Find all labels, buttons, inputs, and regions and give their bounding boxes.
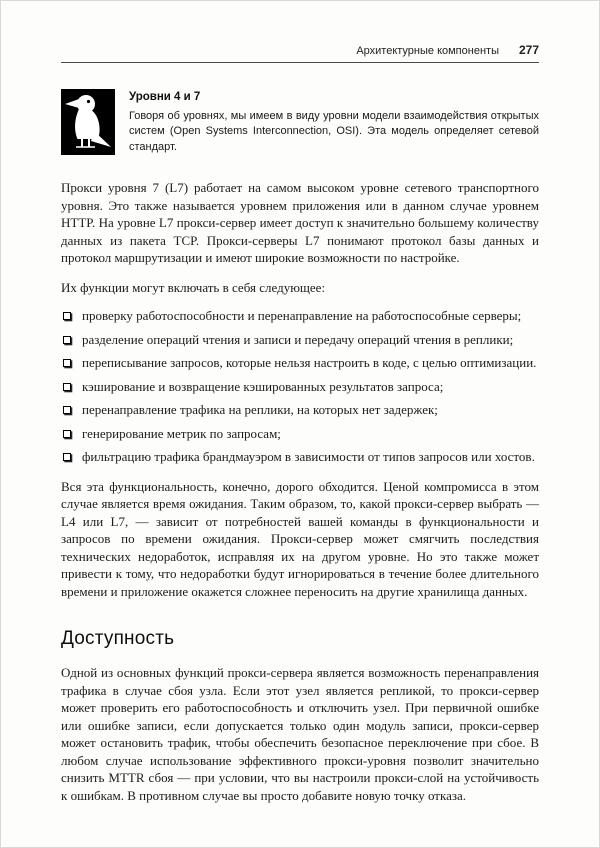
list-item-text: генерирование метрик по запросам; [82, 425, 281, 441]
list-item [61, 354, 539, 372]
square-bullet-icon [63, 406, 71, 414]
square-bullet-icon [63, 453, 71, 461]
list-item-text: перенаправление трафика на реплики, на которых нет задержек; [82, 402, 438, 418]
list-item [61, 378, 539, 396]
section-heading-availability: Доступность [61, 628, 175, 650]
list-item [61, 307, 539, 325]
list-item-text: кэширование и возвращение кэшированных результатов запроса; [82, 378, 444, 394]
list-item [61, 425, 539, 443]
square-bullet-icon [63, 359, 71, 367]
paragraph-l7-proxy: Прокси уровня 7 (L7) работает на самом высоком уровне сетевого транспортного уровня. Это также называется уровнем приложения или в данном случае уровнем HTTP. На уровне L7 прокси-сервер имеет доступ к значительно большему количеству данных из пакета TCP. Прокси-серверы L7 понимают протокол базы данных и протокол маршрутизации и имеют широкие возможности по настройке. [61, 180, 539, 266]
list-item-text: разделение операций чтения и записи и передачу операций чтения в реплики; [82, 331, 514, 347]
list-item [61, 401, 539, 419]
paragraph-tradeoffs: Вся эта функциональность, конечно, дорого обходится. Ценой компромисса в этом случае является время ожидания. Таким образом, то, какой прокси-сервер выбрать — L4 или L7, — зависит от потребностей вашей команды в функциональности и запросов по времени ожидания. Прокси-сервер может смягчить последствия технических недоработок, исправляя их на другом уровне. Но это также может привести к тому, что недоработки будут игнорироваться в течение более длительного времени и приложение окажется сложнее переносить на другие хранилища данных. [61, 478, 539, 599]
functions-list [61, 307, 539, 466]
paragraph-functions-lead: Их функции могут включать в себя следующее: [61, 279, 326, 295]
square-bullet-icon [63, 312, 71, 320]
list-item-text: переписывание запросов, которые нельзя настроить в коде, с целью оптимизации. [82, 355, 537, 371]
note-title: Уровни 4 и 7 [129, 91, 201, 103]
square-bullet-icon [63, 336, 71, 344]
list-item [61, 448, 539, 466]
page-header [61, 43, 539, 57]
square-bullet-icon [63, 430, 71, 438]
header-rule [61, 62, 539, 63]
list-item [61, 331, 539, 349]
list-item-text: проверку работоспособности и перенаправление на работоспособные серверы; [82, 308, 522, 324]
note-body: Говоря об уровнях, мы имеем в виду уровни модели взаимодействия открытых систем (Open Systems Interconnection, OSI). Эта модель определяет сетевой стандарт. [129, 110, 539, 153]
square-bullet-icon [63, 383, 71, 391]
paragraph-availability: Одной из основных функций прокси-сервера является возможность перенаправления трафика в случае сбоя узла. Если этот узел является репликой, то прокси-сервер может проверить его работоспособность и отключить узел. При первичной ошибке или ошибке записи, если допускается только один модуль записи, прокси-сервер может остановить трафик, чтобы обеспечить безопасное переключение при сбое. В любом случае использование эффективного прокси-уровня позволит значительно снизить MTTR сбоя — при условии, что вы настроили прокси-слой на устойчивость к ошибкам. В противном случае вы просто добавите новую точку отказа. [61, 665, 539, 803]
note-content [129, 89, 539, 155]
note-box [61, 89, 539, 155]
page-number: 277 [518, 43, 539, 57]
running-head-title: Архитектурные компоненты [356, 45, 499, 57]
list-item-text: фильтрацию трафика брандмауэром в зависимости от типов запросов или хостов. [82, 449, 535, 465]
raven-icon [61, 89, 115, 155]
